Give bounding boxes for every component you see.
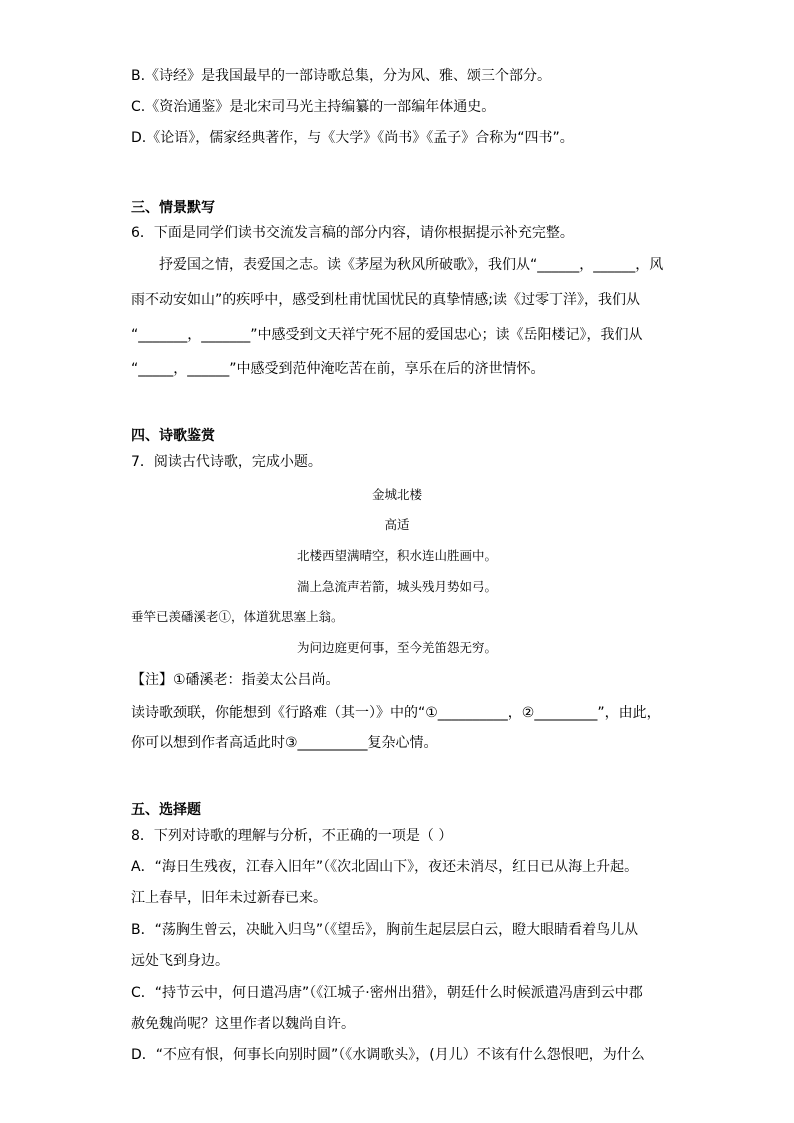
q8-option-a-line-2: 江上春早，旧年未过新春已来。: [131, 890, 327, 906]
q7-question-line-1: 读诗歌颈联，你能想到《行路难（其一）》中的“①__________，②_________”，由此，: [131, 705, 661, 721]
poem-title: 金城北楼: [371, 487, 422, 502]
poem-note: 【注】①磻溪老：指姜太公吕尚。: [131, 672, 340, 688]
poem-line-4: 为问边庭更何事，至今羌笛怨无穷。: [296, 640, 497, 655]
q8-option-b-line-2: 远处飞到身边。: [131, 953, 229, 969]
q8-option-b-line-1: B．“荡胸生曾云，决眦入归鸟”（《望岳》，胸前生起层层白云，瞪大眼睛看着鸟儿从: [131, 922, 639, 938]
section3-heading: 三、情景默写: [131, 200, 215, 216]
q6-stem: 6．下面是同学们读书交流发言稿的部分内容，请你根据提示补充完整。: [131, 225, 574, 241]
poem-line-2: 湍上急流声若箭，城头残月势如弓。: [296, 579, 497, 594]
q5-option-c: C.《资治通鉴》是北宋司马光主持编纂的一部编年体通史。: [131, 99, 496, 115]
q7-stem: 7．阅读古代诗歌，完成小题。: [131, 454, 322, 470]
q5-option-b: B.《诗经》是我国最早的一部诗歌总集，分为风、雅、颂三个部分。: [131, 68, 552, 84]
q6-line-3: “_______，_______”中感受到文天祥宁死不屈的爱国忠心；读《岳阳楼记》，我们从: [131, 327, 643, 343]
q8-option-c-line-2: 赦免魏尚呢？这里作者以魏尚自许。: [131, 1016, 355, 1032]
poem-author: 高适: [384, 517, 410, 532]
q5-option-d: D.《论语》，儒家经典著作，与《大学》《尚书》《孟子》合称为“四书”。: [131, 130, 574, 146]
q6-line-1: 抒爱国之情，表爱国之志。读《茅屋为秋风所破歌》，我们从“______，______，风: [159, 257, 664, 273]
poem-line-1: 北楼西望满晴空，积水连山胜画中。: [296, 548, 497, 563]
q8-option-d-line-1: D．“不应有恨，何事长向别时圆”（《水调歌头》，(月儿）不该有什么怨恨吧，为什么: [131, 1047, 645, 1063]
q6-line-2: 雨不动安如山”的疾呼中，感受到杜甫忧国忧民的真挚情感;读《过零丁洋》，我们从: [131, 292, 640, 308]
q8-option-c-line-1: C．“持节云中，何日遣冯唐”（《江城子·密州出猎》，朝廷什么时候派遣冯唐到云中郡: [131, 985, 643, 1001]
q6-line-4: “_____，______”中感受到范仲淹吃苦在前，享乐在后的济世情怀。: [131, 361, 545, 377]
q7-question-line-2: 你可以想到作者高适此时③__________复杂心情。: [131, 735, 438, 751]
q8-option-a-line-1: A．“海日生残夜，江春入旧年”（《次北固山下》，夜还未消尽，红日已从海上升起。: [131, 859, 639, 875]
q8-stem: 8．下列对诗歌的理解与分析，不正确的一项是（ ）: [131, 828, 453, 844]
poem-line-3: 垂竿已羡磻溪老①，体道犹思塞上翁。: [131, 609, 344, 624]
section4-heading: 四、诗歌鉴赏: [131, 428, 215, 444]
section5-heading: 五、选择题: [131, 802, 201, 818]
